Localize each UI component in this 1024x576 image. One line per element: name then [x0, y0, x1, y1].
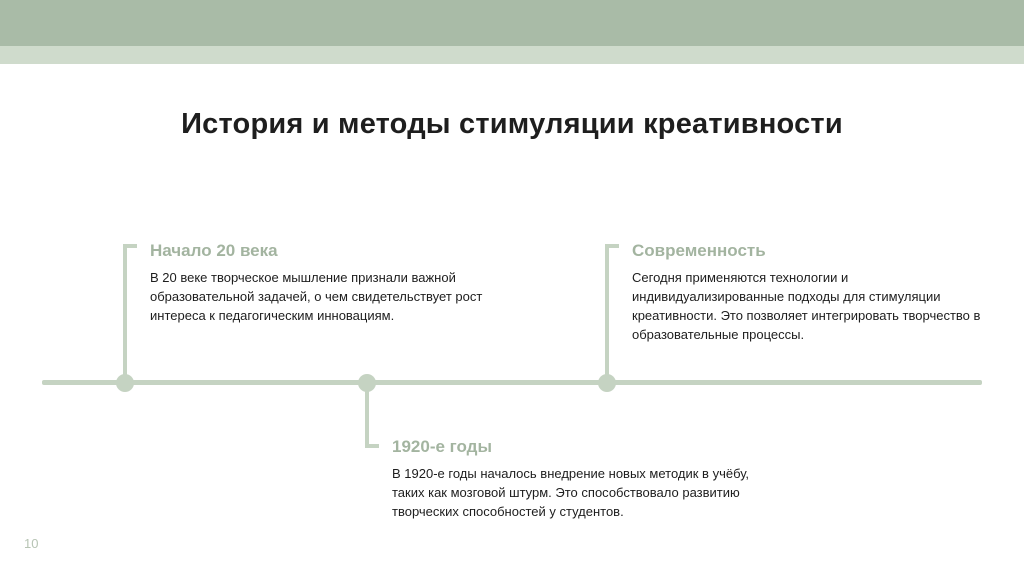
timeline-bracket-2-cap: [365, 444, 379, 448]
header-band-light: [0, 46, 1024, 64]
event-text-3: Сегодня применяются технологии и индивидуализированные подходы для стимуляции креативности. Это позволяет интегрировать творчество в образовательные процессы.: [632, 270, 981, 342]
timeline-bracket-1: [123, 244, 127, 378]
timeline-line: [42, 380, 982, 385]
event-title-2: 1920-е годы: [392, 437, 492, 456]
slide-title: История и методы стимуляции креативности: [181, 108, 843, 140]
timeline-bracket-3-cap: [605, 244, 619, 248]
timeline-bracket-1-cap: [123, 244, 137, 248]
timeline-bracket-2: [365, 380, 369, 448]
timeline-bracket-3: [605, 244, 609, 378]
event-text-2: В 1920-е годы началось внедрение новых методик в учёбу, таких как мозговой штурм. Это способствовало развитию творческих способностей у студентов.: [392, 466, 750, 519]
header-band: [0, 0, 1024, 46]
event-title-1: Начало 20 века: [150, 241, 278, 260]
page-number: 10: [24, 536, 39, 551]
event-title-3: Современность: [632, 241, 766, 260]
event-text-1: В 20 веке творческое мышление признали важной образовательной задачей, о чем свидетельствует рост интереса к педагогическим инновациям.: [150, 270, 483, 323]
